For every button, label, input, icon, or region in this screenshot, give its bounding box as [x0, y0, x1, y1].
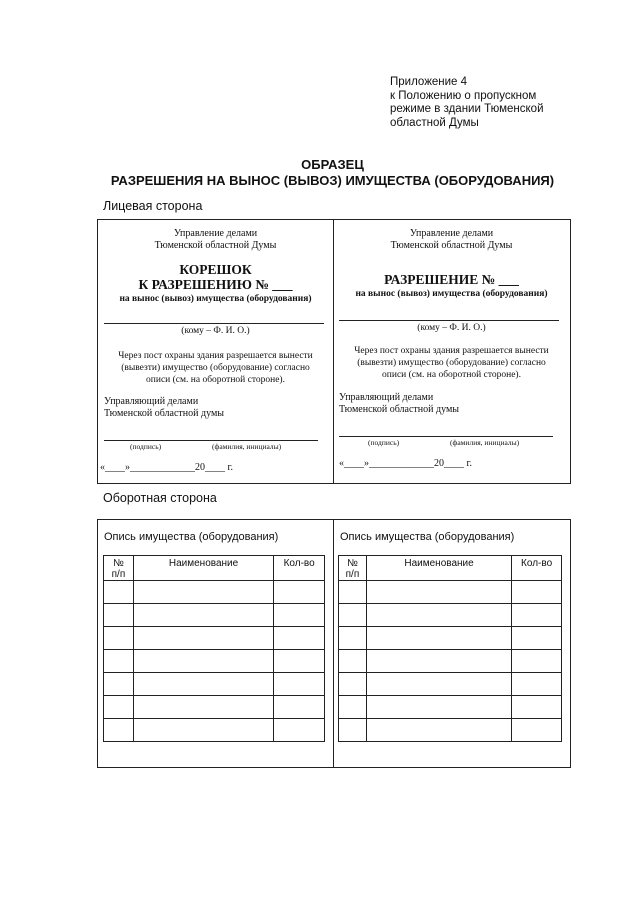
- stub-signature-line: [104, 440, 318, 441]
- right-inventory-table: [338, 555, 562, 742]
- table-row: [339, 627, 562, 650]
- stub-signature-caption: (подпись): [130, 442, 162, 451]
- stub-body-line-1: Через пост охраны здания разрешается вынести: [118, 351, 313, 361]
- permit-signature-line: [339, 436, 553, 437]
- permit-manager: [339, 392, 459, 416]
- permit-subtitle: на вынос (вывоз) имущества (оборудования): [355, 289, 548, 299]
- appendix-line-4: областной Думы: [390, 116, 479, 129]
- stub-body-line-2: (вывезти) имущество (оборудование) согласно: [121, 363, 310, 373]
- permit-title-block: [334, 272, 569, 300]
- document-heading: [0, 157, 640, 189]
- front-side-label: Лицевая сторона: [103, 199, 203, 213]
- table-row: [339, 696, 562, 719]
- col-number-header: № п/п: [339, 556, 367, 581]
- stub-body-line-3: описи (см. на оборотной стороне).: [146, 375, 285, 385]
- stub-manager-line-2: Тюменской областной думы: [104, 408, 224, 419]
- permit-date: «____»_____________20____ г.: [339, 458, 472, 469]
- stub-org-line-2: Тюменской областной Думы: [154, 239, 277, 251]
- stub-title-2: К РАЗРЕШЕНИЮ № ___: [138, 277, 293, 292]
- permit-name-caption: (фамилия, инициалы): [450, 438, 520, 447]
- right-inventory-title: Опись имущества (оборудования): [340, 531, 515, 543]
- stub-manager-line-1: Управляющий делами: [104, 396, 199, 407]
- stub-section: [98, 228, 333, 251]
- left-inventory-table: [103, 555, 325, 742]
- back-side-label: Оборотная сторона: [103, 491, 217, 505]
- appendix-line-3: режиме в здании Тюменской: [390, 103, 544, 115]
- permit-title: РАЗРЕШЕНИЕ № ___: [384, 272, 519, 287]
- permit-recipient-caption: (кому – Ф. И. О.): [417, 323, 486, 333]
- appendix-line-1: Приложение 4: [390, 76, 468, 88]
- stub-body: [98, 350, 333, 386]
- stub-date: «____»_____________20____ г.: [100, 462, 233, 473]
- table-row: [104, 719, 325, 742]
- permit-org-line-2: Тюменской областной Думы: [390, 239, 513, 251]
- table-header-row: [339, 556, 562, 581]
- appendix-note: [390, 76, 620, 130]
- table-row: [339, 650, 562, 673]
- table-row: [104, 581, 325, 604]
- table-row: [339, 719, 562, 742]
- stub-recipient-caption: (кому – Ф. И. О.): [181, 326, 250, 336]
- table-row: [104, 627, 325, 650]
- permit-org-line-1: Управление делами: [409, 228, 494, 239]
- permit-signature-caption: (подпись): [368, 438, 400, 447]
- col-qty-header: Кол-во: [274, 556, 325, 581]
- stub-title-1: КОРЕШОК: [179, 262, 252, 277]
- permit-recipient-line: [339, 320, 559, 321]
- stub-org-line-1: Управление делами: [173, 228, 258, 239]
- appendix-line-2: к Положению о пропускном: [390, 89, 537, 102]
- col-qty-header: Кол-во: [512, 556, 562, 581]
- col-name-header: Наименование: [366, 556, 511, 581]
- stub-recipient-caption-wrap: [98, 325, 333, 337]
- permit-recipient-caption-wrap: [334, 322, 569, 334]
- table-row: [339, 673, 562, 696]
- table-row: [104, 650, 325, 673]
- col-name-header: Наименование: [133, 556, 273, 581]
- heading-line-2: РАЗРЕШЕНИЯ НА ВЫНОС (ВЫВОЗ) ИМУЩЕСТВА (ОБОРУДОВАНИЯ): [110, 173, 555, 188]
- table-row: [339, 581, 562, 604]
- stub-recipient-line: [104, 323, 324, 324]
- permit-body-line-3: описи (см. на оборотной стороне).: [382, 370, 521, 380]
- table-row: [104, 604, 325, 627]
- table-row: [339, 604, 562, 627]
- stub-manager: [104, 396, 224, 420]
- table-row: [104, 696, 325, 719]
- permit-manager-line-1: Управляющий делами: [339, 392, 434, 403]
- left-inventory-title: Опись имущества (оборудования): [104, 531, 279, 543]
- heading-line-1: ОБРАЗЕЦ: [301, 157, 364, 172]
- permit-manager-line-2: Тюменской областной думы: [339, 404, 459, 415]
- back-side-divider: [333, 519, 334, 768]
- permit-body: [334, 345, 569, 381]
- stub-name-caption: (фамилия, инициалы): [212, 442, 282, 451]
- permit-body-line-1: Через пост охраны здания разрешается вынести: [354, 346, 549, 356]
- stub-subtitle: на вынос (вывоз) имущества (оборудования): [119, 294, 312, 304]
- stub-title-block: [98, 262, 333, 305]
- permit-section: [334, 228, 569, 251]
- col-number-header: № п/п: [104, 556, 134, 581]
- table-header-row: [104, 556, 325, 581]
- permit-body-line-2: (вывезти) имущество (оборудование) согласно: [357, 358, 546, 368]
- table-row: [104, 673, 325, 696]
